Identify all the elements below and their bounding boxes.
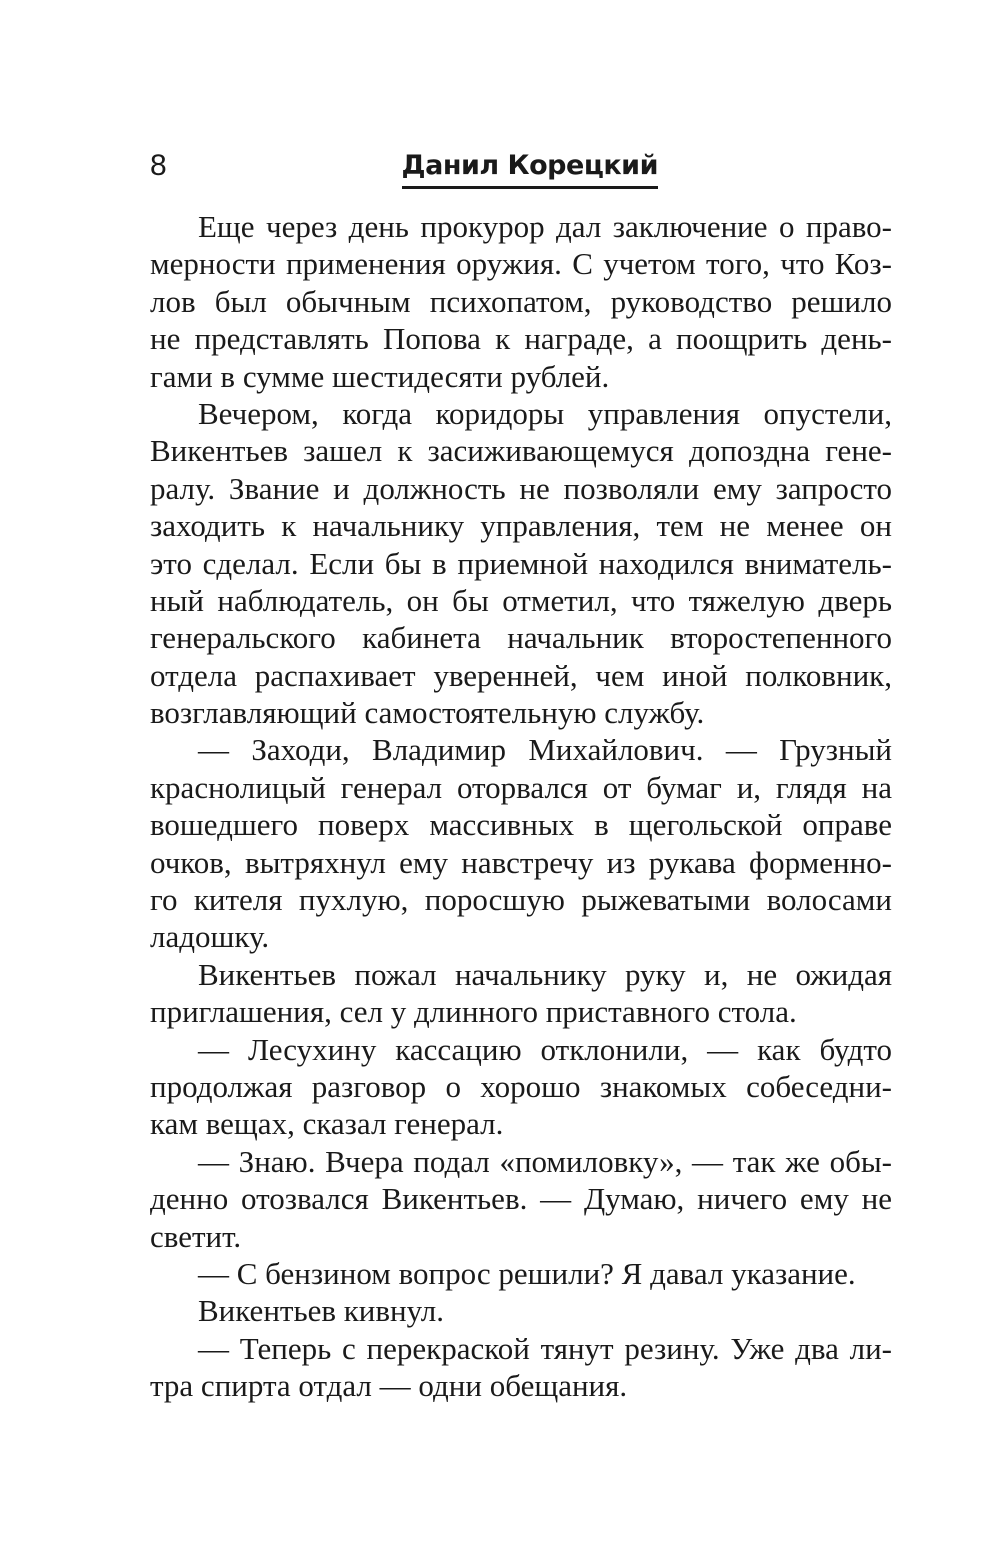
text-line: не представлять Попова к награде, а поощрить день-	[150, 321, 892, 357]
text-line: — Лесухину кассацию отклонили, — как будто	[198, 1031, 892, 1067]
text-line: ладошку.	[150, 919, 270, 955]
text-line: вошедшего поверх массивных в щегольской оправе	[150, 807, 892, 843]
text-line: Еще через день прокурор дал заключение о право-	[198, 209, 892, 244]
page-header	[150, 148, 658, 190]
text-line: возглавляющий самостоятельную службу.	[150, 695, 705, 731]
text-line: мерности применения оружия. С учетом того, что Коз-	[150, 246, 892, 282]
text-line: очков, вытряхнул ему навстречу из рукава форменно-	[150, 844, 892, 880]
text-line: — Знаю. Вчера подал «помиловку», — так же обы-	[198, 1143, 892, 1179]
text-line: заходить к начальнику управления, тем не менее он	[150, 508, 892, 544]
text-line: Викентьев зашел к засиживающемуся допоздна гене-	[150, 433, 892, 469]
text-line: тра спирта отдал — одни обещания.	[150, 1368, 628, 1404]
text-line: генеральского кабинета начальник второстепенного	[150, 620, 892, 656]
text-line: краснолицый генерал оторвался от бумаг и, глядя на	[150, 769, 892, 805]
text-line: светит.	[150, 1218, 242, 1254]
text-line: — Заходи, Владимир Михайлович. — Грузный	[198, 732, 892, 768]
text-line: денно отозвался Викентьев. — Думаю, ничего ему не	[150, 1181, 892, 1217]
text-line: это сделал. Если бы в приемной находился вниматель-	[150, 545, 892, 581]
text-line: отдела распахивает уверенней, чем иной полковник,	[150, 657, 892, 693]
text-line: лов был обычным психопатом, руководство решило	[150, 283, 892, 319]
text-line: Викентьев пожал начальнику руку и, не ожидая	[198, 956, 892, 992]
running-head-author: Данил Корецкий	[402, 148, 658, 189]
text-line: Вечером, когда коридоры управления опустели,	[198, 395, 892, 431]
text-line: — С бензином вопрос решили? Я давал указание.	[198, 1255, 856, 1291]
text-line: — Теперь с перекраской тянут резину. Уже два ли-	[198, 1330, 892, 1366]
text-line: кам вещах, сказал генерал.	[150, 1106, 504, 1142]
text-line: Викентьев кивнул.	[198, 1293, 444, 1329]
text-line: ный наблюдатель, он бы отметил, что тяжелую дверь	[150, 582, 892, 618]
text-line: гами в сумме шестидесяти рублей.	[150, 358, 610, 394]
body-text	[150, 208, 892, 1405]
text-line: го кителя пухлую, поросшую рыжеватыми волосами	[150, 882, 892, 918]
text-line: продолжая разговор о хорошо знакомых собеседни-	[150, 1068, 892, 1104]
text-line: ралу. Звание и должность не позволяли ему запросто	[150, 470, 892, 506]
text-line: приглашения, сел у длинного приставного стола.	[150, 994, 797, 1030]
page-number: 8	[150, 149, 167, 182]
